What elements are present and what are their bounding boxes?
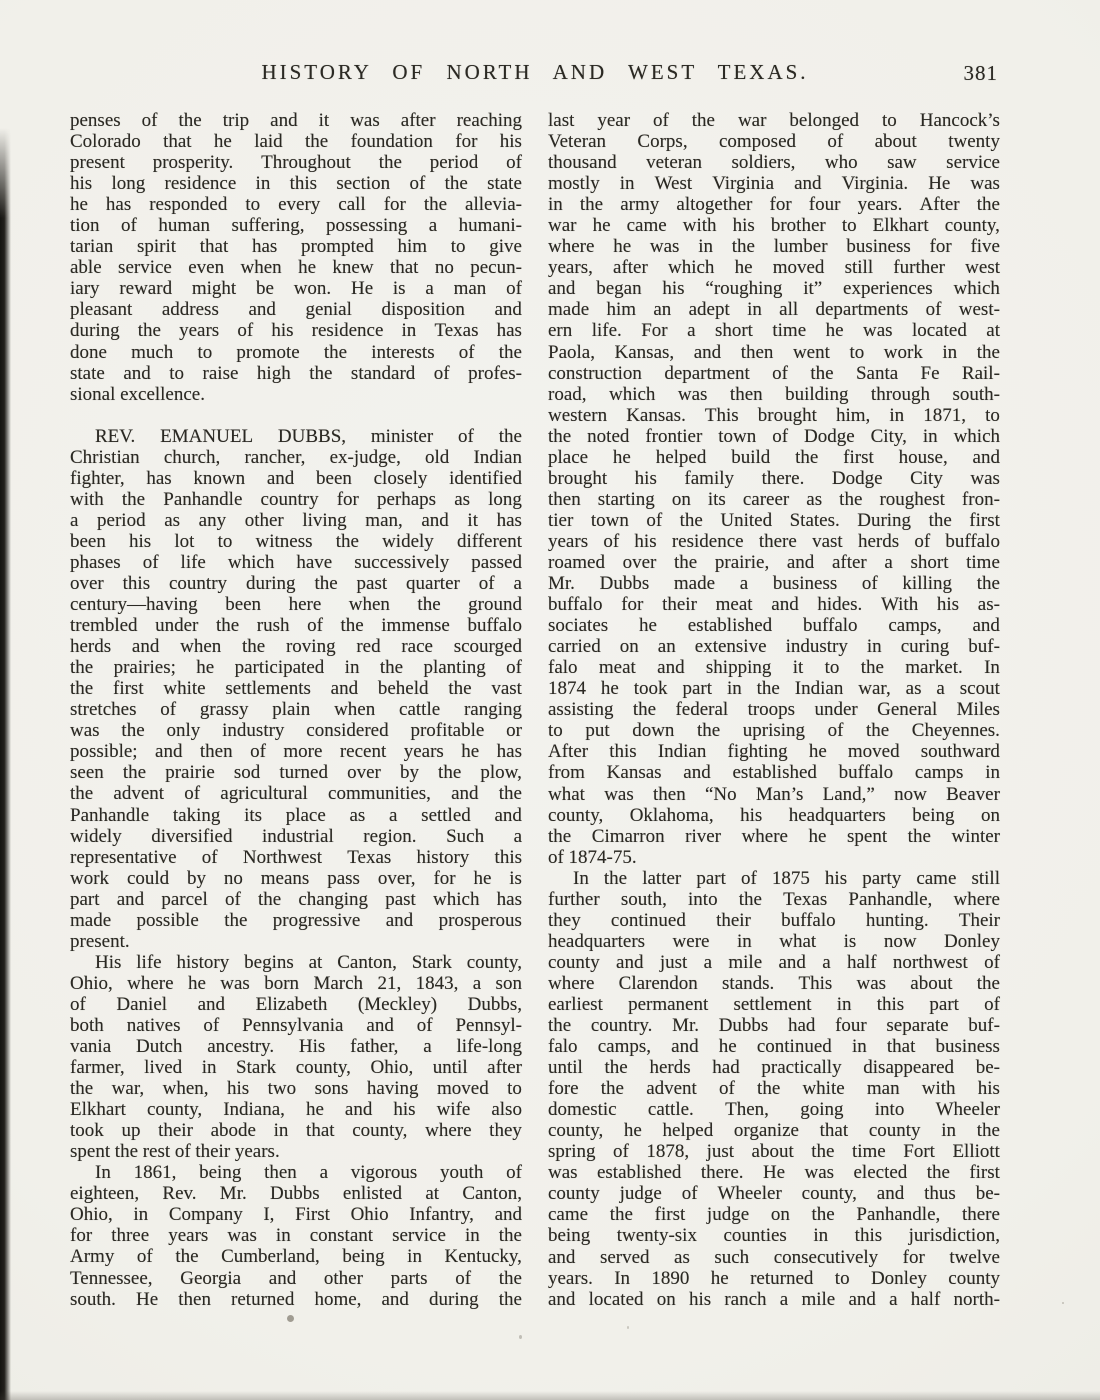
text-line: what was then “No Man’s Land,” now Beaver <box>548 783 1000 805</box>
text-line: iary reward might be won. He is a man of <box>70 278 522 300</box>
text-line: tier town of the United States. During the first <box>548 509 1000 531</box>
text-line: over this country during the past quarter of a <box>70 572 522 594</box>
text-line: tion of human suffering, possessing a humani- <box>70 215 522 237</box>
text-line: Army of the Cumberland, being in Kentucky, <box>70 1246 522 1268</box>
text-line: Colorado that he laid the foundation for his <box>70 131 522 153</box>
text-line: county, he helped organize that county in the <box>548 1120 1000 1142</box>
text-line: Paola, Kansas, and then went to work in the <box>548 341 1000 363</box>
text-line: brought his family there. Dodge City was <box>548 467 1000 489</box>
text-line: earliest permanent settlement in this part of <box>548 993 1000 1015</box>
text-line: for three years was in constant service in the <box>70 1225 522 1247</box>
text-line: Ohio, where he was born March 21, 1843, a son <box>70 972 522 994</box>
text-line: sional excellence. <box>70 383 205 405</box>
text-line: Ohio, in Company I, First Ohio Infantry, and <box>70 1204 522 1226</box>
text-line: spent the rest of their years. <box>70 1141 280 1163</box>
text-line: spring of 1878, just about the time Fort Elliott <box>548 1141 1000 1163</box>
paragraph <box>70 110 522 405</box>
text-line: further south, into the Texas Panhandle, where <box>548 888 1000 910</box>
text-line: present prosperity. Throughout the period of <box>70 152 522 174</box>
text-line: fighter, has known and been closely identified <box>70 467 522 489</box>
text-line: phases of life which have successively passed <box>70 551 522 573</box>
text-line: the first white settlements and beheld the vast <box>70 678 522 700</box>
paragraph <box>70 952 522 1162</box>
text-columns <box>70 110 1000 1310</box>
text-line: In the latter part of 1875 his party came still <box>573 867 1000 889</box>
text-line: came the first judge on the Panhandle, there <box>548 1204 1000 1226</box>
text-line: years of his residence there vast herds of buffalo <box>548 530 1000 552</box>
text-line: work could by no means pass over, for he is <box>70 867 522 889</box>
text-line: and located on his ranch a mile and a half north- <box>548 1288 1000 1310</box>
text-line: fore the advent of the white man with his <box>548 1078 1000 1100</box>
text-line: during the years of his residence in Texas has <box>70 320 522 342</box>
text-line: farmer, lived in Stark county, Ohio, until after <box>70 1057 522 1079</box>
text-line: herds and when the roving red race scourged <box>70 636 522 658</box>
text-line: vania Dutch ancestry. His father, a life-long <box>70 1036 522 1058</box>
text-line: Tennessee, Georgia and other parts of the <box>70 1267 522 1289</box>
text-line: ern life. For a short time he was located at <box>548 320 1000 342</box>
text-line: years. In 1890 he returned to Donley county <box>548 1267 1000 1289</box>
text-line: to put down the uprising of the Cheyennes. <box>548 720 1000 742</box>
text-line: able service even when he knew that no pecun- <box>70 257 522 279</box>
text-line: until the herds had practically disappeared be- <box>548 1057 1000 1079</box>
text-line: years, after which he moved still further west <box>548 257 1000 279</box>
text-line: the advent of agricultural communities, and the <box>70 783 522 805</box>
text-line: from Kansas and established buffalo camps in <box>548 762 1000 784</box>
text-line: present. <box>70 930 130 952</box>
text-line: Panhandle taking its place as a settled and <box>70 804 522 826</box>
text-line: and served as such consecutively for twelve <box>548 1246 1000 1268</box>
text-line: sociates he established buffalo camps, and <box>548 615 1000 637</box>
text-line: possible; and then of more recent years he has <box>70 741 522 763</box>
text-line: his long residence in this section of the state <box>70 173 522 195</box>
text-line: tarian spirit that has prompted him to give <box>70 236 522 258</box>
text-line: Veteran Corps, composed of about twenty <box>548 131 1000 153</box>
text-line: REV. EMANUEL DUBBS, minister of the <box>95 425 522 447</box>
text-line: county and just a mile and a half northwest of <box>548 951 1000 973</box>
text-line: war he came with his brother to Elkhart county, <box>548 215 1000 237</box>
text-line: falo meat and shipping it to the market. In <box>548 657 1000 679</box>
text-line: done much to promote the interests of the <box>70 341 522 363</box>
text-line: was established there. He was elected the first <box>548 1162 1000 1184</box>
text-line: In 1861, being then a vigorous youth of <box>95 1162 522 1184</box>
scan-speck <box>1062 1302 1064 1304</box>
text-line: he has responded to every call for the allevia- <box>70 194 522 216</box>
text-line: the prairies; he participated in the planting of <box>70 657 522 679</box>
scan-speck <box>627 1326 629 1329</box>
paragraph <box>548 868 1000 1310</box>
text-line: assisting the federal troops under General Miles <box>548 699 1000 721</box>
left-column <box>70 110 522 1310</box>
text-line: road, which was then building through south- <box>548 383 1000 405</box>
text-line: roamed over the prairie, and after a short time <box>548 551 1000 573</box>
text-line: pleasant address and genial disposition and <box>70 299 522 321</box>
text-line: county, Oklahoma, his headquarters being on <box>548 804 1000 826</box>
text-line: buffalo for their meat and hides. With his as- <box>548 594 1000 616</box>
text-line: thousand veteran soldiers, who saw service <box>548 152 1000 174</box>
text-line: His life history begins at Canton, Stark county, <box>95 951 522 973</box>
text-line: 1874 he took part in the Indian war, as a scout <box>548 678 1000 700</box>
right-column <box>548 110 1000 1310</box>
text-line: part and parcel of the changing past which has <box>70 888 522 910</box>
text-line: and began his “roughing it” experiences which <box>548 278 1000 300</box>
text-line: Mr. Dubbs made a business of killing the <box>548 573 1000 595</box>
text-line: with the Panhandle country for perhaps as long <box>70 488 522 510</box>
text-line: south. He then returned home, and during the <box>70 1288 522 1310</box>
text-line: both natives of Pennsylvania and of Pennsyl- <box>70 1014 522 1036</box>
text-line: Elkhart county, Indiana, he and his wife also <box>70 1099 522 1121</box>
text-line: place he helped build the first house, and <box>548 446 1000 468</box>
text-line: they continued their buffalo hunting. Their <box>548 909 1000 931</box>
running-title: HISTORY OF NORTH AND WEST TEXAS. <box>261 60 809 84</box>
text-line: where he was in the lumber business for five <box>548 236 1000 258</box>
text-line: seen the prairie sod turned over by the plow, <box>70 762 522 784</box>
text-line: made possible the progressive and prosperous <box>70 909 522 931</box>
text-line: in the army altogether for four years. After the <box>548 194 1000 216</box>
text-line: carried on an extensive industry in curing buf- <box>548 636 1000 658</box>
text-line: of 1874-75. <box>548 846 637 868</box>
text-line: falo camps, and he continued in that business <box>548 1036 1000 1058</box>
text-line: the war, when, his two sons having moved to <box>70 1078 522 1100</box>
text-line: a period as any other living man, and it has <box>70 509 522 531</box>
text-line: western Kansas. This brought him, in 1871, to <box>548 404 1000 426</box>
text-line: last year of the war belonged to Hancock’s <box>548 110 1000 131</box>
paragraph <box>70 1162 522 1309</box>
text-line: widely diversified industrial region. Such a <box>70 825 522 847</box>
scan-edge-bottom <box>0 1391 1100 1400</box>
text-line: the Cimarron river where he spent the winter <box>548 825 1000 847</box>
text-line: century—having been here when the ground <box>70 594 522 616</box>
text-line: was the only industry considered profitable or <box>70 720 522 742</box>
text-line: the noted frontier town of Dodge City, in which <box>548 425 1000 447</box>
text-line: being twenty-six counties in this jurisdiction, <box>548 1225 1000 1247</box>
text-line: eighteen, Rev. Mr. Dubbs enlisted at Canton, <box>70 1183 522 1205</box>
text-line: domestic cattle. Then, going into Wheeler <box>548 1099 1000 1121</box>
paragraph <box>70 426 522 952</box>
text-line: state and to raise high the standard of profes- <box>70 362 522 384</box>
scan-speck <box>519 1335 522 1339</box>
text-line: trembled under the rush of the immense buffalo <box>70 615 522 637</box>
text-line: been his lot to witness the widely different <box>70 530 522 552</box>
text-line: made him an adept in all departments of west- <box>548 299 1000 321</box>
text-line: After this Indian fighting he moved southward <box>548 741 1000 763</box>
text-line: where Clarendon stands. This was about the <box>548 972 1000 994</box>
text-line: the country. Mr. Dubbs had four separate buf- <box>548 1015 1000 1037</box>
text-line: took up their abode in that county, where they <box>70 1120 522 1142</box>
scan-speck <box>287 1315 294 1322</box>
text-line: then starting on its career as the roughest fron- <box>548 488 1000 510</box>
text-line: stretches of grassy plain when cattle ranging <box>70 699 522 721</box>
page-number: 381 <box>963 61 998 85</box>
text-line: penses of the trip and it was after reaching <box>70 110 522 131</box>
text-line: mostly in West Virginia and Virginia. He was <box>548 173 1000 195</box>
text-line: county judge of Wheeler county, and thus be- <box>548 1183 1000 1205</box>
text-line: Christian church, rancher, ex-judge, old Indian <box>70 446 522 468</box>
page-header <box>70 60 1000 90</box>
scan-edge-left <box>0 128 11 1400</box>
paragraph <box>548 110 1000 868</box>
text-line: of Daniel and Elizabeth (Meckley) Dubbs, <box>70 993 522 1015</box>
text-line: headquarters were in what is now Donley <box>548 930 1000 952</box>
text-line: representative of Northwest Texas history this <box>70 846 522 868</box>
text-line: construction department of the Santa Fe Rail- <box>548 362 1000 384</box>
